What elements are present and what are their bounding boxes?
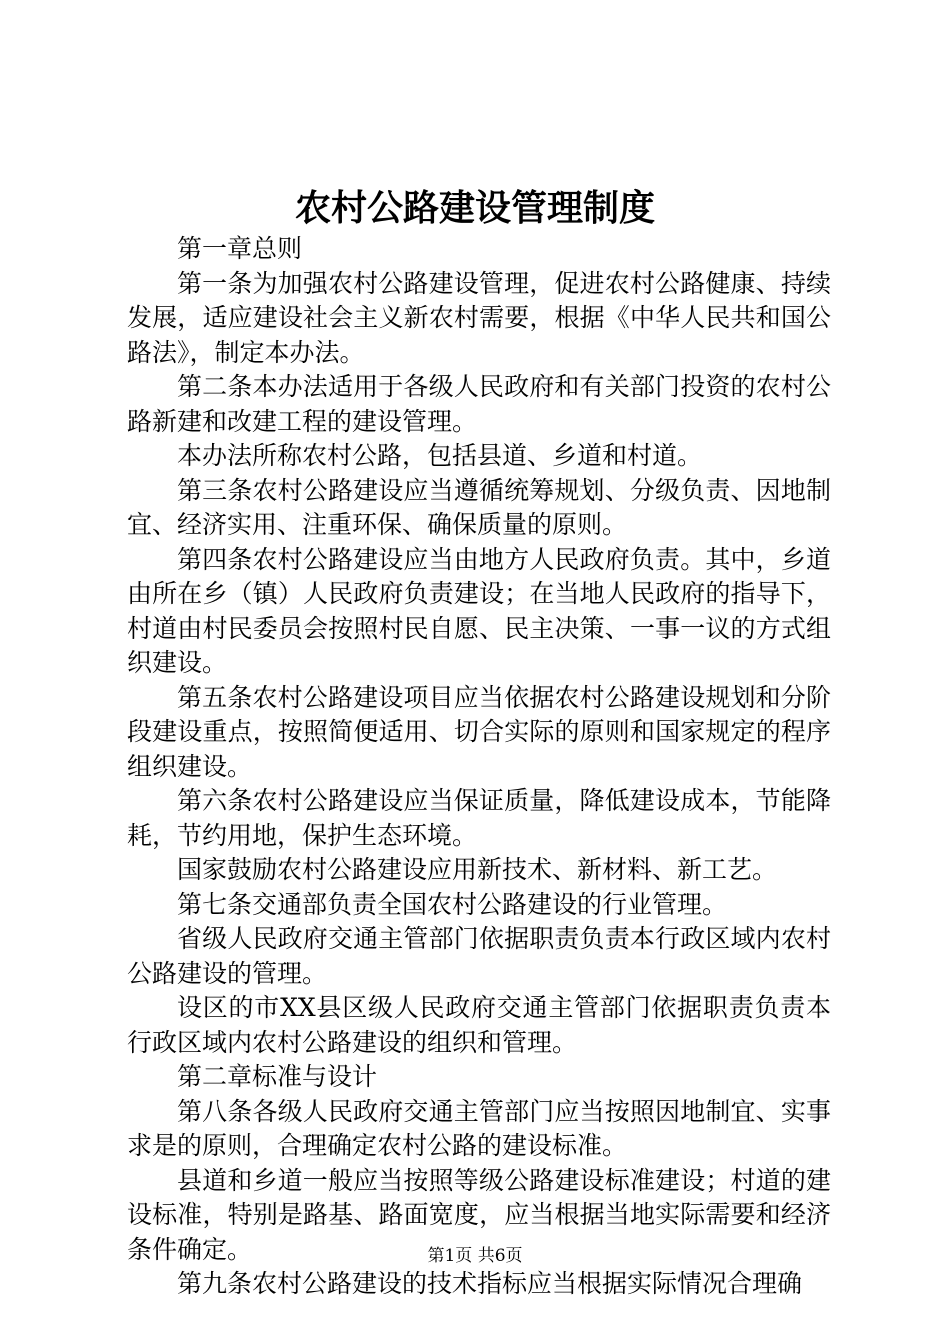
paragraph-article-4: 第四条农村公路建设应当由地方人民政府负责。其中，乡道由所在乡（镇）人民政府负责建设；在当地人民政府的指导下，村道由村民委员会按照村民自愿、民主决策、一事一议的方式组织建设。	[127, 544, 831, 677]
paragraph-article-7: 第七条交通部负责全国农村公路建设的行业管理。	[177, 889, 728, 919]
paragraph-county-management: 设区的市XX县区级人民政府交通主管部门依据职责负责本行政区域内农村公路建设的组织和管理。	[127, 993, 831, 1057]
paragraph-article-8: 第八条各级人民政府交通主管部门应当按照因地制宜、实事求是的原则，合理确定农村公路的建设标准。	[127, 1096, 831, 1160]
document-title: 农村公路建设管理制度	[294, 187, 655, 229]
paragraph-provincial-management: 省级人民政府交通主管部门依据职责负责本行政区域内农村公路建设的管理。	[127, 924, 831, 988]
paragraph-article-3: 第三条农村公路建设应当遵循统筹规划、分级负责、因地制宜、经济实用、注重环保、确保质量的原则。	[127, 475, 831, 539]
page-number-footer: 第1页 共6页	[427, 1246, 523, 1266]
document-body	[127, 232, 831, 1302]
paragraph-article-5: 第五条农村公路建设项目应当依据农村公路建设规划和分阶段建设重点，按照简便适用、切合实际的原则和国家规定的程序组织建设。	[127, 682, 831, 781]
paragraph-chapter-1-heading: 第一章总则	[177, 234, 303, 263]
paragraph-road-standards: 县道和乡道一般应当按照等级公路建设标准建设；村道的建设标准，特别是路基、路面宽度，应当根据当地实际需要和经济条件确定。	[127, 1165, 831, 1264]
paragraph-chapter-2-heading: 第二章标准与设计	[177, 1062, 378, 1091]
paragraph-new-technology: 国家鼓励农村公路建设应用新技术、新材料、新工艺。	[177, 855, 778, 884]
paragraph-article-9: 第九条农村公路建设的技术指标应当根据实际情况合理确	[177, 1269, 803, 1298]
paragraph-article-2: 第二条本办法适用于各级人民政府和有关部门投资的农村公路新建和改建工程的建设管理。	[127, 372, 831, 436]
paragraph-rural-road-definition: 本办法所称农村公路，包括县道、乡道和村道。	[177, 441, 703, 470]
paragraph-article-6: 第六条农村公路建设应当保证质量，降低建设成本，节能降耗，节约用地，保护生态环境。	[127, 786, 831, 850]
paragraph-article-1: 第一条为加强农村公路建设管理，促进农村公路健康、持续发展，适应建设社会主义新农村需要，根据《中华人民共和国公路法》，制定本办法。	[127, 268, 831, 367]
